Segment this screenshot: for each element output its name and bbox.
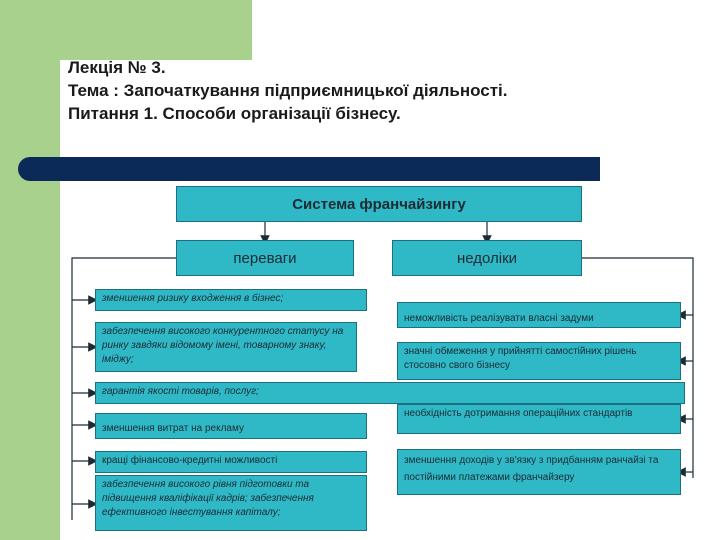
- advantage-item-3: гарантія якості товарів, послуг;: [95, 382, 685, 404]
- advantages-header: переваги: [176, 240, 354, 276]
- advantage-item-1: зменшення ризику входження в бізнес;: [95, 289, 367, 311]
- disadvantage-item-3: необхідність дотримання операційних стандартів: [397, 404, 681, 434]
- disadvantage-item-2: значні обмеження у прийнятті самостійних рішень стосовно свого бізнесу: [397, 342, 681, 380]
- disadvantage-item-1: неможливість реалізувати власні задуми: [397, 302, 681, 328]
- title-line-3: Питання 1. Способи організації бізнесу.: [68, 104, 401, 123]
- title-line-1: Лекція № 3.: [68, 58, 166, 77]
- title-line-2: Тема : Започаткування підприємницької діяльності.: [68, 81, 508, 100]
- advantage-item-2: забезпечення високого конкурентного статусу на ринку завдяки відомому імені, товарному знаку, іміджу;: [95, 322, 357, 372]
- disadvantages-header: недоліки: [392, 240, 582, 276]
- advantage-item-6: забезпечення високого рівня підготовки та підвищення кваліфікації кадрів; забезпечення ефективного інвестування капіталу;: [95, 475, 367, 531]
- root-box: Система франчайзингу: [176, 186, 582, 222]
- advantage-item-5: кращі фінансово-кредитні можливості: [95, 451, 367, 473]
- disadvantage-item-4: зменшення доходів у зв'язку з придбанням ранчайзі та постійними платежами франчайзеру: [397, 449, 681, 495]
- advantage-item-4: зменшення витрат на рекламу: [95, 413, 367, 439]
